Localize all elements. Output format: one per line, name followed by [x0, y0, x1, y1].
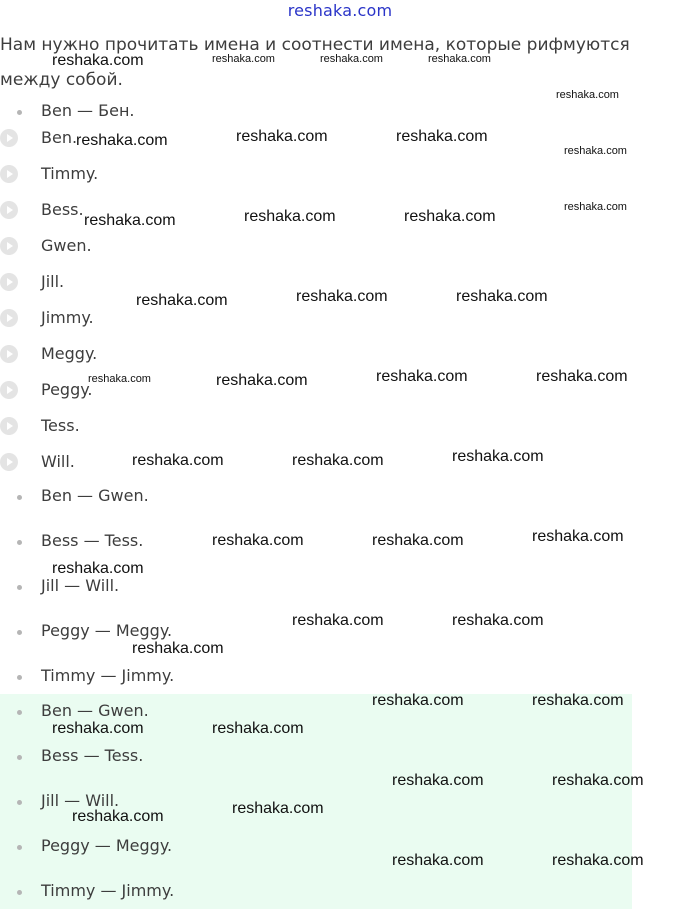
- watermark: reshaka.com: [296, 288, 388, 305]
- watermark: reshaka.com: [456, 288, 548, 305]
- watermark: reshaka.com: [52, 560, 144, 577]
- watermark: reshaka.com: [564, 145, 627, 157]
- watermark: reshaka.com: [292, 612, 384, 629]
- play-icon[interactable]: [0, 201, 18, 219]
- bullet-icon: [17, 110, 22, 115]
- answer-item-text: Bess — Tess.: [41, 746, 144, 765]
- audio-item-text: Peggy.: [41, 380, 93, 399]
- play-icon[interactable]: [0, 453, 18, 471]
- watermark: reshaka.com: [136, 292, 228, 309]
- watermark: reshaka.com: [372, 532, 464, 549]
- bullet-icon: [17, 540, 22, 545]
- watermark: reshaka.com: [212, 720, 304, 737]
- bullet-icon: [17, 495, 22, 500]
- watermark: reshaka.com: [292, 452, 384, 469]
- bullet-icon: [17, 630, 22, 635]
- audio-item-text: Will.: [41, 452, 75, 471]
- watermark: reshaka.com: [552, 772, 644, 789]
- audio-item-text: Tess.: [41, 416, 80, 435]
- play-icon[interactable]: [0, 273, 18, 291]
- list-item-text: Peggy — Meggy.: [41, 621, 173, 640]
- bullet-icon: [17, 675, 22, 680]
- watermark: reshaka.com: [132, 452, 224, 469]
- bullet-icon: [17, 890, 22, 895]
- play-icon[interactable]: [0, 345, 18, 363]
- watermark: reshaka.com: [232, 800, 324, 817]
- bullet-icon: [17, 585, 22, 590]
- watermark: reshaka.com: [396, 128, 488, 145]
- play-icon[interactable]: [0, 309, 18, 327]
- watermark: reshaka.com: [404, 208, 496, 225]
- audio-item-text: Timmy.: [41, 164, 99, 183]
- list-item-text: Ben — Gwen.: [41, 486, 149, 505]
- watermark: reshaka.com: [212, 532, 304, 549]
- watermark: reshaka.com: [52, 720, 144, 737]
- watermark: reshaka.com: [88, 373, 151, 385]
- play-icon[interactable]: [0, 417, 18, 435]
- watermark: reshaka.com: [52, 52, 144, 69]
- bullet-icon: [17, 800, 22, 805]
- watermark: reshaka.com: [428, 53, 491, 65]
- audio-item-text: Meggy.: [41, 344, 98, 363]
- watermark: reshaka.com: [72, 808, 164, 825]
- audio-item-text: Ben.: [41, 128, 78, 147]
- list-item-text: Jill — Will.: [41, 576, 120, 595]
- task-intro: Нам нужно прочитать имена и соотнести имена, которые рифмуются между собой.: [0, 35, 630, 90]
- watermark: reshaka.com: [132, 640, 224, 657]
- answer-item-text: Ben — Gwen.: [41, 701, 149, 720]
- play-icon[interactable]: [0, 381, 18, 399]
- audio-item-text: Jill.: [41, 272, 65, 291]
- watermark: reshaka.com: [76, 132, 168, 149]
- audio-item-text: Gwen.: [41, 236, 92, 255]
- watermark: reshaka.com: [376, 368, 468, 385]
- watermark: reshaka.com: [392, 852, 484, 869]
- audio-item-text: Jimmy.: [41, 308, 94, 327]
- list-item-text: Ben — Бен.: [41, 101, 135, 120]
- site-header-link[interactable]: reshaka.com: [287, 1, 393, 20]
- watermark: reshaka.com: [452, 612, 544, 629]
- watermark: reshaka.com: [452, 448, 544, 465]
- watermark: reshaka.com: [556, 89, 619, 101]
- answer-item-text: Peggy — Meggy.: [41, 836, 173, 855]
- watermark: reshaka.com: [244, 208, 336, 225]
- watermark: reshaka.com: [536, 368, 628, 385]
- audio-item-text: Bess.: [41, 200, 84, 219]
- watermark: reshaka.com: [392, 772, 484, 789]
- play-icon[interactable]: [0, 165, 18, 183]
- watermark: reshaka.com: [552, 852, 644, 869]
- bullet-icon: [17, 710, 22, 715]
- watermark: reshaka.com: [84, 212, 176, 229]
- watermark: reshaka.com: [372, 692, 464, 709]
- watermark: reshaka.com: [212, 53, 275, 65]
- answer-item-text: Timmy — Jimmy.: [41, 881, 175, 900]
- bullet-icon: [17, 755, 22, 760]
- play-icon[interactable]: [0, 237, 18, 255]
- watermark: reshaka.com: [236, 128, 328, 145]
- watermark: reshaka.com: [320, 53, 383, 65]
- watermark: reshaka.com: [564, 201, 627, 213]
- watermark: reshaka.com: [216, 372, 308, 389]
- bullet-icon: [17, 845, 22, 850]
- watermark: reshaka.com: [532, 528, 624, 545]
- list-item-text: Bess — Tess.: [41, 531, 144, 550]
- play-icon[interactable]: [0, 129, 18, 147]
- list-item-text: Timmy — Jimmy.: [41, 666, 175, 685]
- watermark: reshaka.com: [532, 692, 624, 709]
- answer-item-text: Jill — Will.: [41, 791, 120, 810]
